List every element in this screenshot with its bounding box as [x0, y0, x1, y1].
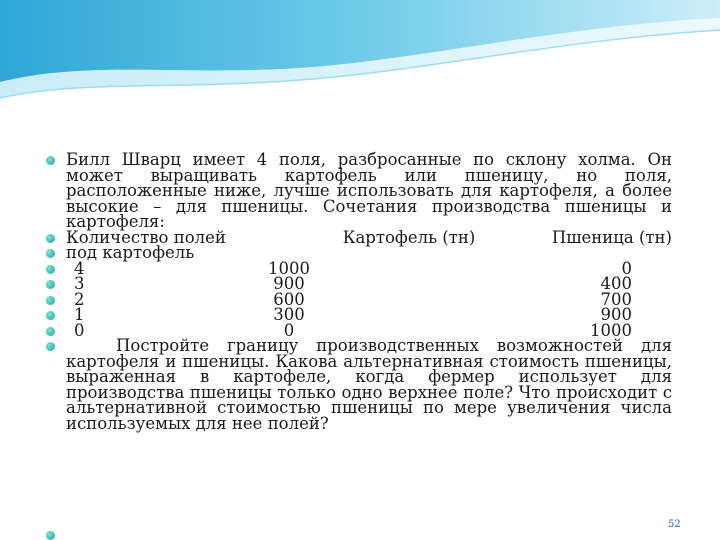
cell-fields: 3 [74, 274, 85, 293]
table-subheader: под картофель [44, 245, 672, 261]
header-potato: Картофель (тн) [342, 227, 476, 247]
task-paragraph: Постройте границу производственных возможностей для картофеля и пшеницы. Какова альтернативная стоимость пшеницы, выраженная в картофеле, когда фермер использует для производства пшеницы только одно верхнее поле? Что происходит с альтернативной стоимостью пшеницы по мере увеличения числа используемых для нее полей? [44, 338, 672, 431]
cell-fields: 1 [74, 305, 85, 324]
header-wave-decoration [0, 0, 720, 110]
cell-fields: 2 [74, 289, 85, 309]
table-row [44, 289, 672, 309]
cell-wheat: 900 [600, 305, 632, 324]
cell-wheat: 1000 [590, 320, 632, 340]
cell-potato: 900 [273, 274, 305, 293]
header-wheat: Пшеница (тн) [551, 227, 672, 247]
header-fields: Количество полей [66, 227, 226, 247]
cell-potato: 0 [283, 320, 295, 340]
cell-fields: 4 [74, 258, 85, 278]
intro-paragraph: Билл Шварц имеет 4 поля, разбросанные по склону холма. Он может выращивать картофель или пшеницу, но поля, расположенные ниже, лучше использовать для картофеля, а более высокие – для пшеницы. Сочетания производства пшеницы и картофеля: [44, 152, 672, 230]
empty-bullet-icon [46, 531, 55, 540]
table-row [44, 258, 672, 278]
cell-fields: 0 [74, 320, 85, 340]
cell-wheat: 0 [621, 258, 632, 278]
cell-potato: 600 [273, 289, 305, 309]
cell-wheat: 700 [600, 289, 632, 309]
cell-potato: 1000 [268, 258, 310, 278]
slide-body [44, 152, 672, 431]
table-row [44, 276, 672, 292]
table-row [44, 307, 672, 323]
cell-wheat: 400 [600, 274, 632, 293]
cell-potato: 300 [273, 305, 305, 324]
page-number: 52 [668, 519, 681, 530]
